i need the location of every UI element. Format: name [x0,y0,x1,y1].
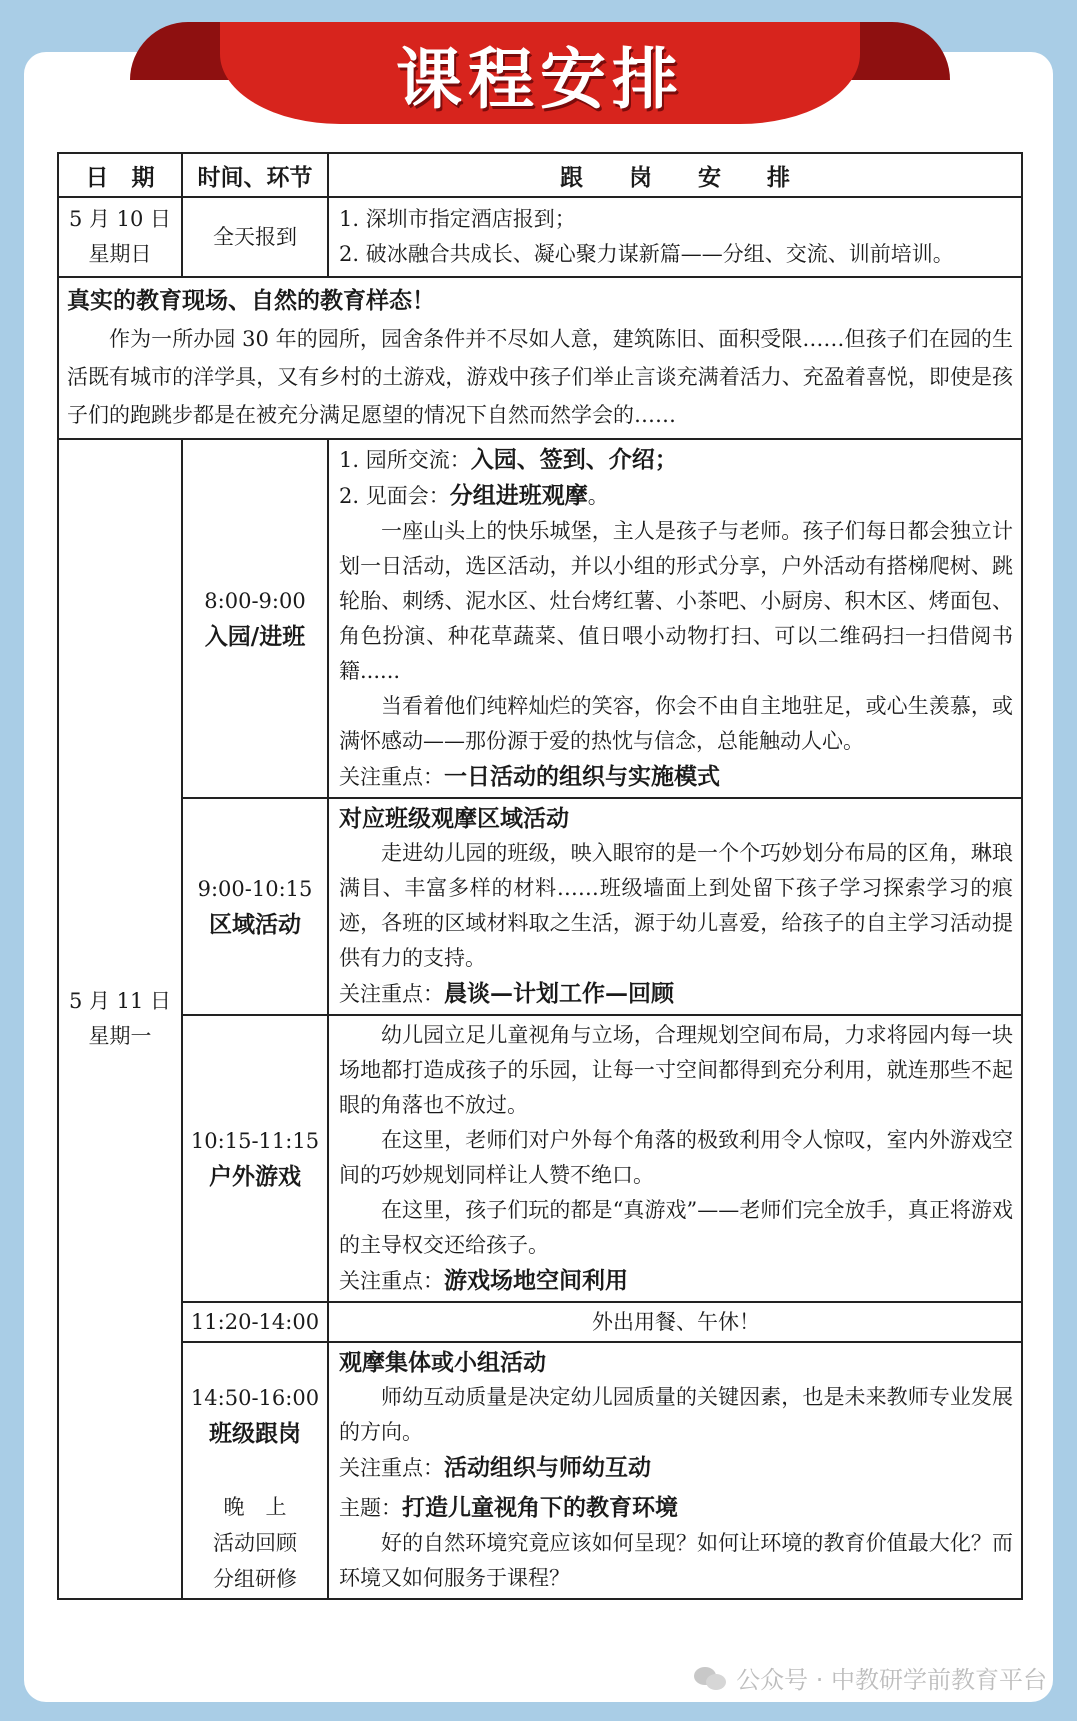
banner-main [220,22,860,124]
s1-para1: 一座山头上的快乐城堡，主人是孩子与老师。孩子们每日都会独立计划一日活动，选区活动，并以小组的形式分享，户外活动有搭梯爬树、跳轮胎、刺绣、泥水区、灶台烤红薯、小茶吧、小厨房、积木区、烤面包、角色扮演、种花草蔬菜、值日喂小动物打扫、可以二维码扫一扫借阅书籍...... [339,519,1013,683]
s1-arrangement [328,439,1022,798]
s5-focus [339,1450,1013,1486]
s5-para1: 师幼互动质量是决定幼儿园质量的关键因素，也是未来教师专业发展的方向。 [339,1385,1013,1444]
s2-title: 对应班级观摩区域活动 [339,805,569,832]
s6-theme-label: 主题： [339,1496,402,1520]
day2-date-cell [58,439,182,1599]
s6-time-line3: 分组研修 [213,1567,297,1591]
s1-item2-prefix: 2. 见面会： [339,484,450,508]
s1-item2-bold: 分组进班观摩 [449,482,588,509]
s5-label: 班级跟岗 [209,1419,301,1447]
watermark-text: 公众号 · 中教研学前教育平台 [736,1666,1047,1694]
s3-time-cell [182,1015,328,1302]
s2-focus-value: 晨谈—计划工作—回顾 [444,980,674,1007]
s6-time-cell [182,1488,328,1599]
s2-label: 区域活动 [209,910,301,938]
s1-item2-suffix: 。 [587,484,609,508]
day1-date-cell [58,197,182,277]
table-row-s2 [58,798,1022,1015]
s2-focus-label: 关注重点： [339,982,444,1006]
s1-item2 [339,478,1013,514]
s6-para1: 好的自然环境究竟应该如何呈现？如何让环境的教育价值最大化？而环境又如何服务于课程？ [339,1531,1013,1590]
s3-para1: 幼儿园立足儿童视角与立场，合理规划空间布局，力求将园内每一块场地都打造成孩子的乐园，让每一寸空间都得到充分利用，就连那些不起眼的角落也不放过。 [339,1023,1013,1117]
s1-item1-bold: 入园、签到、介绍； [470,446,678,473]
s3-focus-label: 关注重点： [339,1269,444,1293]
table-row-s3 [58,1015,1022,1302]
intro-text: 作为一所办园 30 年的园所，园舍条件并不尽如人意，建筑陈旧、面积受限……但孩子们在园的生活既有城市的洋学具，又有乡村的土游戏，游戏中孩子们举止言谈充满着活力、充盈着喜悦，即使是孩子们的跑跳步都是在被充分满足愿望的情况下自然而然学会的…… [67,327,1013,427]
s3-focus-value: 游戏场地空间利用 [444,1267,628,1294]
day2-date: 5 月 11 日 [68,989,172,1013]
s5-focus-label: 关注重点： [339,1456,444,1480]
s1-focus [339,759,1013,795]
s2-arrangement [328,798,1022,1015]
s4-time: 11:20-14:00 [182,1302,328,1342]
intro-title: 真实的教育现场、自然的教育样态！ [67,287,435,314]
header-arrangement: 跟 岗 安 排 [328,153,1022,197]
s6-theme [339,1490,1013,1526]
schedule-table [57,152,1023,1600]
table-row-s4 [58,1302,1022,1342]
s1-item1 [339,442,1013,478]
s5-time: 14:50-16:00 [190,1385,320,1410]
title-banner [130,22,950,124]
s1-item1-prefix: 1. 园所交流： [339,448,471,472]
s1-focus-value: 一日活动的组织与实施模式 [444,763,720,790]
s2-para1: 走进幼儿园的班级，映入眼帘的是一个个巧妙划分布局的区角，琳琅满目、丰富多样的材料……班级墙面上到处留下孩子学习探索学习的痕迹，各班的区域材料取之生活，源于幼儿喜爱，给孩子的自主学习活动提供有力的支持。 [339,841,1013,970]
s5-title: 观摩集体或小组活动 [339,1349,546,1376]
s1-para2: 当看着他们纯粹灿烂的笑容，你会不由自主地驻足，或心生羡慕，或满怀感动——那份源于爱的热忱与信念，总能触动人心。 [339,694,1013,753]
day1-time: 全天报到 [182,197,328,277]
header-date: 日 期 [58,153,182,197]
day1-date: 5 月 10 日 [68,207,172,231]
s3-focus [339,1263,1013,1299]
s1-label: 入园/进班 [204,622,306,650]
s6-arrangement [328,1488,1022,1599]
header-time: 时间、环节 [182,153,328,197]
s6-theme-value: 打造儿童视角下的教育环境 [402,1494,678,1521]
table-row-day1 [58,197,1022,277]
day2-weekday: 星期一 [88,1024,152,1048]
day1-item1: 1. 深圳市指定酒店报到； [339,207,576,231]
s1-time: 8:00-9:00 [204,588,306,613]
s1-time-cell [182,439,328,798]
day1-item2: 2. 破冰融合共成长、凝心聚力谋新篇——分组、交流、训前培训。 [339,242,954,266]
table-row-s5 [58,1342,1022,1488]
s4-text: 外出用餐、午休！ [328,1302,1022,1342]
table-row-s6 [58,1488,1022,1599]
table-row-intro [58,277,1022,439]
table-header-row [58,153,1022,197]
s3-para3: 在这里，孩子们玩的都是“真游戏”——老师们完全放手，真正将游戏的主导权交还给孩子。 [339,1198,1013,1257]
s2-focus [339,976,1013,1012]
s5-time-cell [182,1342,328,1488]
s6-time-line1: 晚 上 [223,1495,287,1519]
intro-cell [58,277,1022,439]
table-row-s1 [58,439,1022,798]
s2-time: 9:00-10:15 [197,876,313,901]
day1-arrangement [328,197,1022,277]
s5-arrangement [328,1342,1022,1488]
page-title: 课程安排 [396,39,684,118]
wechat-icon [694,1665,728,1691]
s3-para2: 在这里，老师们对户外每个角落的极致利用令人惊叹，室内外游戏空间的巧妙规划同样让人赞不绝口。 [339,1128,1013,1187]
s6-time-line2: 活动回顾 [213,1531,297,1555]
watermark [694,1660,1047,1695]
s3-arrangement [328,1015,1022,1302]
s2-time-cell [182,798,328,1015]
s5-focus-value: 活动组织与师幼互动 [444,1454,651,1481]
s1-focus-label: 关注重点： [339,765,444,789]
s3-time: 10:15-11:15 [190,1128,320,1153]
day1-weekday: 星期日 [88,242,152,266]
s3-label: 户外游戏 [209,1162,301,1190]
